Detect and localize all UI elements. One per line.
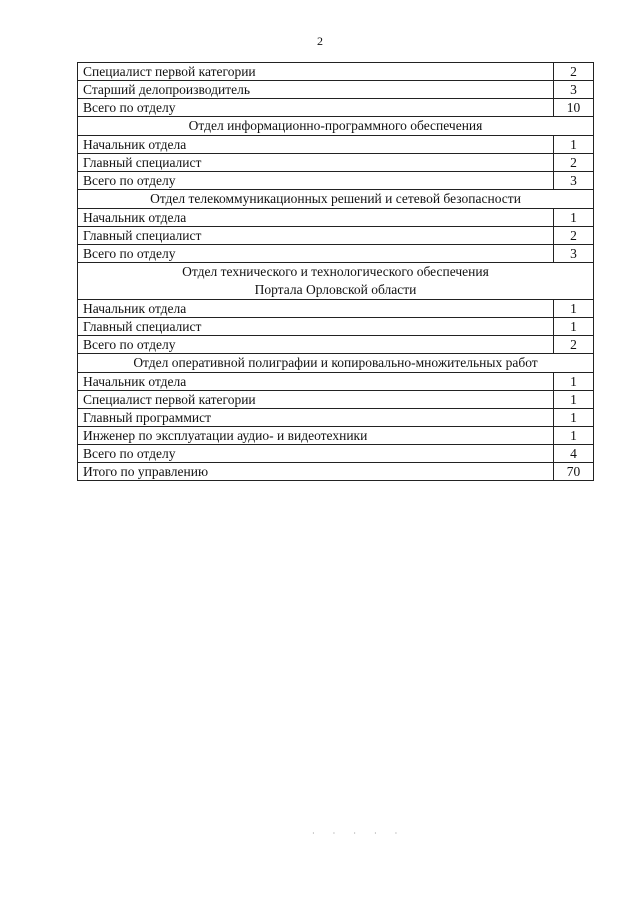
table-row [78,99,594,117]
position-name: Инженер по эксплуатации аудио- и видеотехники [78,427,554,445]
section-title [78,117,594,136]
section-title [78,354,594,373]
table-row [78,172,594,190]
position-name: Всего по отделу [78,99,554,117]
position-count: 1 [554,373,594,391]
position-name: Всего по отделу [78,336,554,354]
section-title [78,263,594,300]
position-count: 2 [554,227,594,245]
position-count: 3 [554,245,594,263]
position-name: Начальник отдела [78,136,554,154]
position-name: Главный специалист [78,318,554,336]
page-number: 2 [317,34,323,48]
position-count: 2 [554,63,594,81]
position-name: Главный программист [78,409,554,427]
section-title-line: Отдел информационно-программного обеспечения [188,118,483,133]
position-name: Главный специалист [78,154,554,172]
position-count: 1 [554,427,594,445]
total-name: Итого по управлению [78,463,554,481]
section-title-line: Отдел технического и технологического обеспечения [182,264,489,279]
section-header [78,190,594,209]
scan-speckles: ····· [312,829,416,838]
table-row [78,391,594,409]
total-row [78,463,594,481]
position-count: 3 [554,81,594,99]
section-header [78,117,594,136]
position-count: 1 [554,409,594,427]
section-title-line: Отдел оперативной полиграфии и копировально-множительных работ [133,355,538,370]
position-count: 2 [554,154,594,172]
table-row [78,427,594,445]
table-row [78,209,594,227]
position-name: Старший делопроизводитель [78,81,554,99]
position-count: 2 [554,336,594,354]
table-row [78,318,594,336]
table-row [78,63,594,81]
position-name: Всего по отделу [78,245,554,263]
position-name: Всего по отделу [78,172,554,190]
position-count: 3 [554,172,594,190]
table-row [78,154,594,172]
position-count: 1 [554,391,594,409]
position-name: Специалист первой категории [78,391,554,409]
table-row [78,336,594,354]
position-name: Начальник отдела [78,300,554,318]
table-row [78,300,594,318]
section-title-line: Отдел телекоммуникационных решений и сетевой безопасности [150,191,521,206]
staff-table [77,62,594,481]
position-name: Начальник отдела [78,209,554,227]
table-row [78,227,594,245]
position-name: Специалист первой категории [78,63,554,81]
table-row [78,409,594,427]
table-row [78,245,594,263]
position-count: 1 [554,318,594,336]
position-name: Начальник отдела [78,373,554,391]
section-title [78,190,594,209]
section-title-line: Портала Орловской области [254,282,417,297]
table-row [78,373,594,391]
section-header [78,263,594,300]
table-row [78,81,594,99]
position-name: Главный специалист [78,227,554,245]
section-header [78,354,594,373]
position-count: 1 [554,136,594,154]
total-count: 70 [554,463,594,481]
position-count: 10 [554,99,594,117]
position-count: 1 [554,300,594,318]
position-name: Всего по отделу [78,445,554,463]
table-row [78,136,594,154]
position-count: 4 [554,445,594,463]
table-row [78,445,594,463]
position-count: 1 [554,209,594,227]
